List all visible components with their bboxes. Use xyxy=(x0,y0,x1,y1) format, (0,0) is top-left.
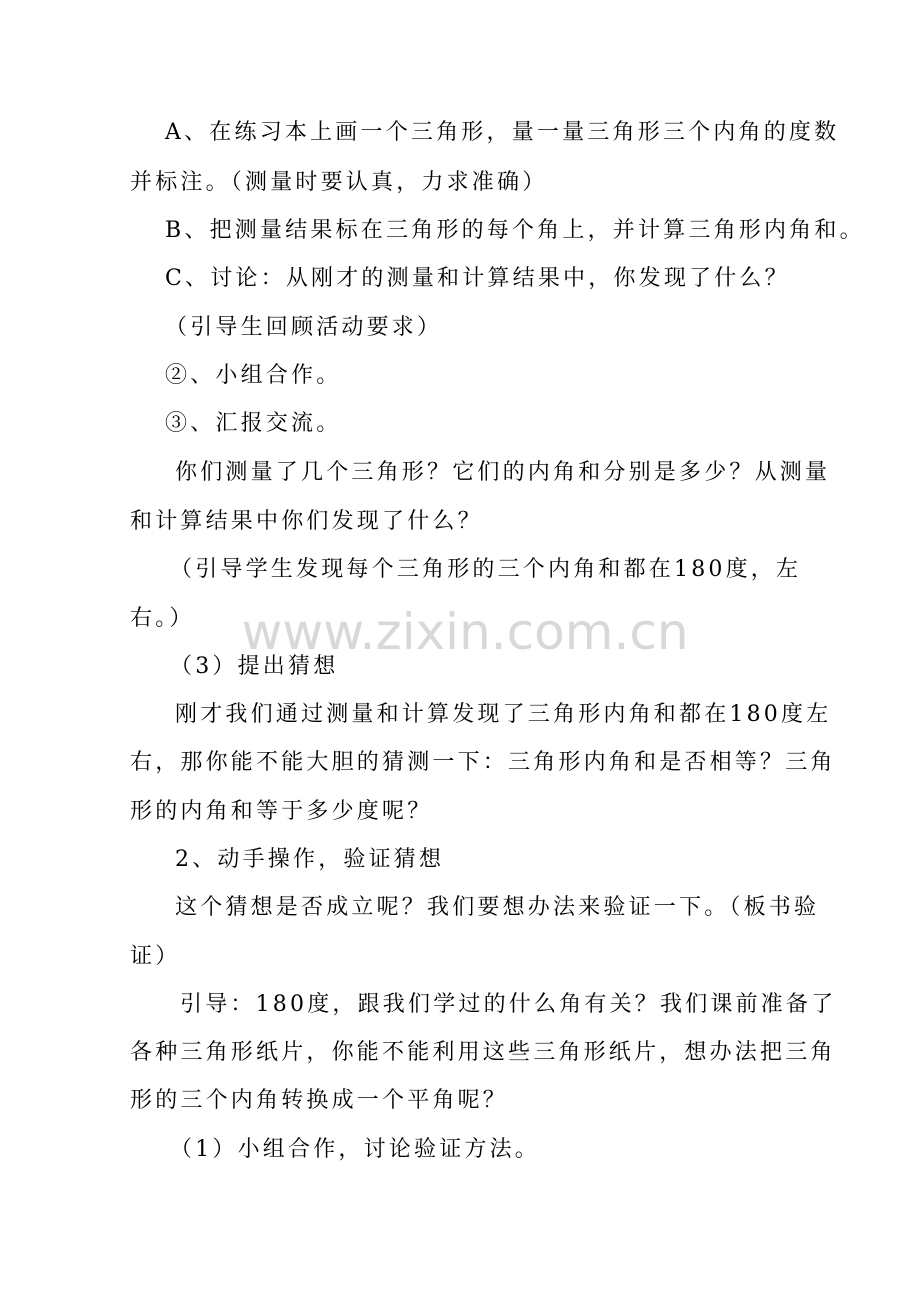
text-line-18: 证） xyxy=(130,944,181,969)
text-line-12: （3）提出猜想 xyxy=(170,654,339,679)
text-line-19: 引导：180度，跟我们学过的什么角有关？我们课前准备了 xyxy=(180,992,837,1017)
text-line-9: 和计算结果中你们发现了什么？ xyxy=(130,509,483,534)
text-line-1: A、在练习本上画一个三角形，量一量三角形三个内角的度数 xyxy=(165,120,840,145)
text-line-4: C、讨论：从刚才的测量和计算结果中，你发现了什么？ xyxy=(165,266,790,291)
text-line-20: 各种三角形纸片，你能不能利用这些三角形纸片，想办法把三角 xyxy=(130,1040,836,1065)
text-line-6: ②、小组合作。 xyxy=(165,363,342,388)
text-line-14: 右，那你能不能大胆的猜测一下：三角形内角和是否相等？三角 xyxy=(130,750,836,775)
watermark: www.zixin.com.cn xyxy=(241,603,689,661)
text-line-17: 这个猜想是否成立呢？我们要想办法来验证一下。（板书验 xyxy=(175,895,820,920)
text-line-7: ③、汇报交流。 xyxy=(165,411,342,436)
text-line-11: 右。） xyxy=(130,606,195,631)
text-line-10: （引导学生发现每个三角形的三个内角和都在180度，左 xyxy=(170,557,802,582)
text-line-8: 你们测量了几个三角形？它们的内角和分别是多少？从测量 xyxy=(175,460,831,485)
text-line-2: 并标注。（测量时要认真，力求准确） xyxy=(130,170,548,195)
text-line-15: 形的内角和等于多少度呢？ xyxy=(130,799,433,824)
text-line-5: （引导生回顾活动要求） xyxy=(165,315,443,340)
text-line-13: 刚才我们通过测量和计算发现了三角形内角和都在180度左 xyxy=(175,702,832,727)
text-line-16: 2、动手操作，验证猜想 xyxy=(175,847,445,872)
text-line-21: 形的三个内角转换成一个平角呢？ xyxy=(130,1088,509,1113)
text-line-22: （1）小组合作，讨论验证方法。 xyxy=(170,1137,540,1162)
text-line-3: B、把测量结果标在三角形的每个角上，并计算三角形内角和。 xyxy=(165,218,865,243)
